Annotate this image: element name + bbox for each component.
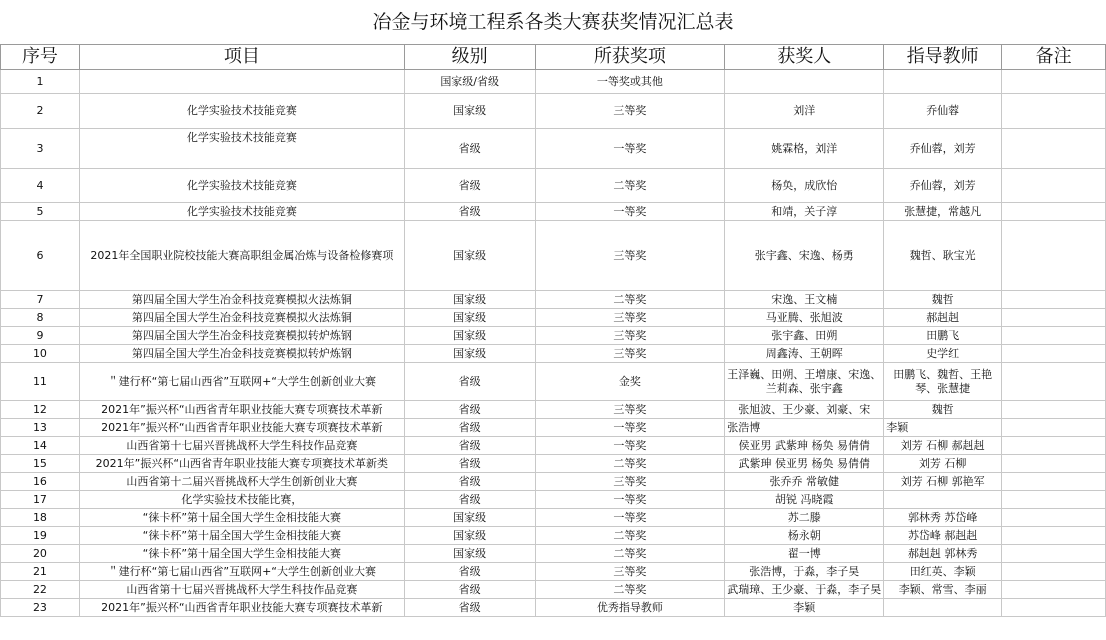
- table-cell[interactable]: 二等奖: [535, 545, 725, 563]
- table-cell[interactable]: 胡锐 冯晓霞: [725, 491, 884, 509]
- table-cell[interactable]: 省级: [404, 599, 535, 617]
- header-cell[interactable]: 序号: [1, 45, 80, 70]
- table-cell[interactable]: 省级: [404, 473, 535, 491]
- header-cell[interactable]: 级别: [404, 45, 535, 70]
- table-row: [1, 203, 1106, 221]
- table-cell[interactable]: 山西省第十七届兴晋挑战杯大学生科技作品竞赛: [79, 581, 404, 599]
- table-cell[interactable]: 郭林秀 苏岱峰: [884, 509, 1002, 527]
- table-cell[interactable]: 李颖: [884, 419, 1002, 437]
- table-cell[interactable]: 2021年全国职业院校技能大赛高职组金属冶炼与设备检修赛项: [79, 221, 404, 291]
- table-cell[interactable]: [1002, 345, 1106, 363]
- table-cell[interactable]: 乔仙蓉，刘芳: [884, 169, 1002, 203]
- table-row: [1, 509, 1106, 527]
- table-cell[interactable]: 8: [1, 309, 80, 327]
- table-cell[interactable]: 武紫珅 侯亚男 杨奂 易倩倩: [725, 455, 884, 473]
- table-cell[interactable]: 乔仙蓉: [884, 94, 1002, 129]
- table-cell[interactable]: 10: [1, 345, 80, 363]
- table-cell[interactable]: 二等奖: [535, 581, 725, 599]
- table-cell[interactable]: [1002, 129, 1106, 169]
- table-cell[interactable]: 三等奖: [535, 309, 725, 327]
- table-cell[interactable]: 国家级: [404, 509, 535, 527]
- table-cell[interactable]: [884, 70, 1002, 94]
- table-cell[interactable]: 国家级: [404, 527, 535, 545]
- table-cell[interactable]: 山西省第十七届兴晋挑战杯大学生科技作品竞赛: [79, 437, 404, 455]
- table-cell[interactable]: 刘洋: [725, 94, 884, 129]
- table-row: [1, 419, 1106, 437]
- table-cell[interactable]: 省级: [404, 129, 535, 169]
- table-cell[interactable]: 16: [1, 473, 80, 491]
- table-cell[interactable]: 化学实验技术技能竞赛: [79, 169, 404, 203]
- table-cell[interactable]: 金奖: [535, 363, 725, 401]
- table-cell[interactable]: 王泽巍、田朔、王增康、宋逸、兰莉森、张宇鑫: [725, 363, 884, 401]
- table-cell[interactable]: 优秀指导教师: [535, 599, 725, 617]
- table-cell[interactable]: 20: [1, 545, 80, 563]
- table-cell[interactable]: 22: [1, 581, 80, 599]
- table-cell[interactable]: 化学实验技术技能竞赛: [79, 129, 404, 169]
- table-cell[interactable]: 23: [1, 599, 80, 617]
- table-cell[interactable]: 5: [1, 203, 80, 221]
- table-cell[interactable]: [725, 70, 884, 94]
- table-cell[interactable]: [1002, 509, 1106, 527]
- table-cell[interactable]: 国家级: [404, 345, 535, 363]
- table-cell[interactable]: 郝赳赳 郭林秀: [884, 545, 1002, 563]
- table-cell[interactable]: [1002, 473, 1106, 491]
- table-cell[interactable]: 二等奖: [535, 169, 725, 203]
- table-cell[interactable]: 张浩博: [725, 419, 884, 437]
- table-cell[interactable]: 三等奖: [535, 221, 725, 291]
- table-cell[interactable]: 张浩博，于淼，李子昊: [725, 563, 884, 581]
- table-cell[interactable]: [1002, 221, 1106, 291]
- table-cell[interactable]: 周鑫涛、王朝晖: [725, 345, 884, 363]
- table-cell[interactable]: 一等奖: [535, 509, 725, 527]
- table-cell[interactable]: 省级: [404, 363, 535, 401]
- header-row: [1, 45, 1106, 70]
- table-cell[interactable]: 乔仙蓉，刘芳: [884, 129, 1002, 169]
- table-cell[interactable]: 李颖: [725, 599, 884, 617]
- table-row: [1, 527, 1106, 545]
- table-cell[interactable]: 张宇鑫、田朔: [725, 327, 884, 345]
- table-cell[interactable]: 第四届全国大学生冶金科技竞赛模拟火法炼铜: [79, 291, 404, 309]
- table-cell[interactable]: [1002, 327, 1106, 345]
- table-cell[interactable]: 省级: [404, 437, 535, 455]
- table-cell[interactable]: 三等奖: [535, 345, 725, 363]
- table-cell[interactable]: 国家级: [404, 94, 535, 129]
- table-row: [1, 309, 1106, 327]
- table-cell[interactable]: 4: [1, 169, 80, 203]
- table-cell[interactable]: 刘芳 石柳 郝赳赳: [884, 437, 1002, 455]
- table-row: [1, 473, 1106, 491]
- table-cell[interactable]: 张旭波、王少豪、刘豪、宋: [725, 401, 884, 419]
- table-cell[interactable]: 苏二滕: [725, 509, 884, 527]
- table-cell[interactable]: 宋逸、王文楠: [725, 291, 884, 309]
- table-cell[interactable]: 一等奖或其他: [535, 70, 725, 94]
- table-row: [1, 70, 1106, 94]
- sheet-title: 冶金与环境工程系各类大赛获奖情况汇总表: [372, 11, 734, 33]
- table-cell[interactable]: [1002, 203, 1106, 221]
- table-row: [1, 437, 1106, 455]
- table-cell[interactable]: 二等奖: [535, 455, 725, 473]
- table-cell[interactable]: [1002, 401, 1106, 419]
- header-cell[interactable]: 获奖人: [725, 45, 884, 70]
- table-cell[interactable]: 第四届全国大学生冶金科技竞赛模拟转炉炼钢: [79, 345, 404, 363]
- table-cell[interactable]: 9: [1, 327, 80, 345]
- table-cell[interactable]: [1002, 581, 1106, 599]
- table-row: [1, 327, 1106, 345]
- table-row: [1, 491, 1106, 509]
- header-cell[interactable]: 项目: [79, 45, 404, 70]
- table-cell[interactable]: 6: [1, 221, 80, 291]
- table-cell[interactable]: 化学实验技术技能竞赛: [79, 94, 404, 129]
- table-row: [1, 563, 1106, 581]
- table-cell[interactable]: 1: [1, 70, 80, 94]
- table-cell[interactable]: [1002, 491, 1106, 509]
- header-cell[interactable]: 备注: [1002, 45, 1106, 70]
- table-cell[interactable]: [884, 491, 1002, 509]
- table-cell[interactable]: 2021年”振兴杯“山西省青年职业技能大赛专项赛技术革新: [79, 419, 404, 437]
- table-cell[interactable]: [1002, 309, 1106, 327]
- table-cell[interactable]: [1002, 419, 1106, 437]
- table-cell[interactable]: 三等奖: [535, 94, 725, 129]
- table-row: [1, 169, 1106, 203]
- table-cell[interactable]: 12: [1, 401, 80, 419]
- table-cell[interactable]: 7: [1, 291, 80, 309]
- table-cell[interactable]: 2021年”振兴杯“山西省青年职业技能大赛专项赛技术革新: [79, 599, 404, 617]
- header-cell[interactable]: 所获奖项: [535, 45, 725, 70]
- table-cell[interactable]: 14: [1, 437, 80, 455]
- table-cell[interactable]: 武瑞璋、王少豪、于淼，李子昊: [725, 581, 884, 599]
- table-cell[interactable]: ＂建行杯“第七届山西省”互联网+“大学生创新创业大赛: [79, 563, 404, 581]
- table-row: [1, 94, 1106, 129]
- table-cell[interactable]: 一等奖: [535, 419, 725, 437]
- table-cell[interactable]: [1002, 363, 1106, 401]
- table-cell[interactable]: 19: [1, 527, 80, 545]
- table-row: [1, 599, 1106, 617]
- table-cell[interactable]: 国家级: [404, 309, 535, 327]
- table-row: [1, 455, 1106, 473]
- table-cell[interactable]: [1002, 94, 1106, 129]
- table-cell[interactable]: 国家级: [404, 221, 535, 291]
- table-cell[interactable]: 18: [1, 509, 80, 527]
- table-cell[interactable]: 和靖，关子淳: [725, 203, 884, 221]
- table-cell[interactable]: 杨永朝: [725, 527, 884, 545]
- table-row: [1, 363, 1106, 401]
- table-cell[interactable]: 马亚腾、张旭波: [725, 309, 884, 327]
- table-cell[interactable]: [1002, 169, 1106, 203]
- table-cell[interactable]: 17: [1, 491, 80, 509]
- table-cell[interactable]: 张慧捷，常越凡: [884, 203, 1002, 221]
- table-cell[interactable]: 杨奂，成欣怡: [725, 169, 884, 203]
- table-cell[interactable]: ＂建行杯“第七届山西省”互联网+“大学生创新创业大赛: [79, 363, 404, 401]
- table-cell[interactable]: 国家级: [404, 327, 535, 345]
- table-cell[interactable]: 省级: [404, 401, 535, 419]
- table-cell[interactable]: [1002, 527, 1106, 545]
- table-row: [1, 221, 1106, 291]
- table-cell[interactable]: 2021年”振兴杯“山西省青年职业技能大赛专项赛技术革新类: [79, 455, 404, 473]
- table-row: [1, 291, 1106, 309]
- table-cell[interactable]: 11: [1, 363, 80, 401]
- table-cell[interactable]: 省级: [404, 455, 535, 473]
- table-cell[interactable]: 魏哲: [884, 401, 1002, 419]
- table-cell[interactable]: 一等奖: [535, 129, 725, 169]
- table-cell[interactable]: 15: [1, 455, 80, 473]
- table-cell[interactable]: 13: [1, 419, 80, 437]
- table-cell[interactable]: 第四届全国大学生冶金科技竞赛模拟转炉炼钢: [79, 327, 404, 345]
- table-cell[interactable]: 张宇鑫、宋逸、杨勇: [725, 221, 884, 291]
- table-cell[interactable]: 二等奖: [535, 291, 725, 309]
- table-cell[interactable]: “徕卡杯”第十届全国大学生金相技能大赛: [79, 527, 404, 545]
- table-cell[interactable]: 三等奖: [535, 401, 725, 419]
- table-cell[interactable]: 魏哲、耿宝光: [884, 221, 1002, 291]
- table-cell[interactable]: 张乔乔 常敏健: [725, 473, 884, 491]
- table-cell[interactable]: [1002, 291, 1106, 309]
- table-row: [1, 129, 1106, 169]
- header-cell[interactable]: 指导教师: [884, 45, 1002, 70]
- table-cell[interactable]: 三等奖: [535, 473, 725, 491]
- table-cell[interactable]: 二等奖: [535, 527, 725, 545]
- table-cell[interactable]: 国家级/省级: [404, 70, 535, 94]
- table-cell[interactable]: 省级: [404, 581, 535, 599]
- table-cell[interactable]: [79, 70, 404, 94]
- table-cell[interactable]: “徕卡杯”第十届全国大学生金相技能大赛: [79, 509, 404, 527]
- table-cell[interactable]: 省级: [404, 169, 535, 203]
- table-cell[interactable]: 翟一博: [725, 545, 884, 563]
- table-cell[interactable]: 化学实验技术技能比赛，: [79, 491, 404, 509]
- table-cell[interactable]: 一等奖: [535, 437, 725, 455]
- table-row: [1, 581, 1106, 599]
- table-cell[interactable]: 苏岱峰 郝赳赳: [884, 527, 1002, 545]
- table-cell[interactable]: 2021年”振兴杯“山西省青年职业技能大赛专项赛技术革新: [79, 401, 404, 419]
- table-cell[interactable]: 省级: [404, 491, 535, 509]
- table-cell[interactable]: [1002, 563, 1106, 581]
- table-cell[interactable]: “徕卡杯”第十届全国大学生金相技能大赛: [79, 545, 404, 563]
- table-cell[interactable]: 魏哲: [884, 291, 1002, 309]
- table-cell[interactable]: [1002, 455, 1106, 473]
- awards-table: [0, 44, 1106, 617]
- table-cell[interactable]: 三等奖: [535, 563, 725, 581]
- table-cell[interactable]: 2: [1, 94, 80, 129]
- table-row: [1, 345, 1106, 363]
- table-cell[interactable]: 刘芳 石柳 郭艳军: [884, 473, 1002, 491]
- table-cell[interactable]: [1002, 599, 1106, 617]
- table-cell[interactable]: 李颖、常雪、李丽: [884, 581, 1002, 599]
- table-cell[interactable]: 侯亚男 武紫珅 杨奂 易倩倩: [725, 437, 884, 455]
- table-cell[interactable]: 省级: [404, 203, 535, 221]
- table-cell[interactable]: 郝赳赳: [884, 309, 1002, 327]
- table-cell[interactable]: 刘芳 石柳: [884, 455, 1002, 473]
- table-cell[interactable]: 省级: [404, 563, 535, 581]
- table-cell[interactable]: 姚霖格，刘洋: [725, 129, 884, 169]
- table-cell[interactable]: 一等奖: [535, 491, 725, 509]
- table-row: [1, 545, 1106, 563]
- table-cell[interactable]: 3: [1, 129, 80, 169]
- table-cell[interactable]: 田鹏飞、魏哲、王艳琴、张慧捷: [884, 363, 1002, 401]
- table-cell[interactable]: 国家级: [404, 291, 535, 309]
- table-cell[interactable]: 21: [1, 563, 80, 581]
- table-cell[interactable]: 化学实验技术技能竞赛: [79, 203, 404, 221]
- table-cell[interactable]: 史学红: [884, 345, 1002, 363]
- table-cell[interactable]: [1002, 70, 1106, 94]
- table-cell[interactable]: 一等奖: [535, 203, 725, 221]
- table-cell[interactable]: 省级: [404, 419, 535, 437]
- table-cell[interactable]: [1002, 437, 1106, 455]
- table-cell[interactable]: [1002, 545, 1106, 563]
- table-cell[interactable]: 国家级: [404, 545, 535, 563]
- table-cell[interactable]: 三等奖: [535, 327, 725, 345]
- table-cell[interactable]: 山西省第十二届兴晋挑战杯大学生创新创业大赛: [79, 473, 404, 491]
- table-row: [1, 401, 1106, 419]
- table-cell[interactable]: [884, 599, 1002, 617]
- table-cell[interactable]: 田鹏飞: [884, 327, 1002, 345]
- table-cell[interactable]: 第四届全国大学生冶金科技竞赛模拟火法炼铜: [79, 309, 404, 327]
- table-cell[interactable]: 田红英、李颖: [884, 563, 1002, 581]
